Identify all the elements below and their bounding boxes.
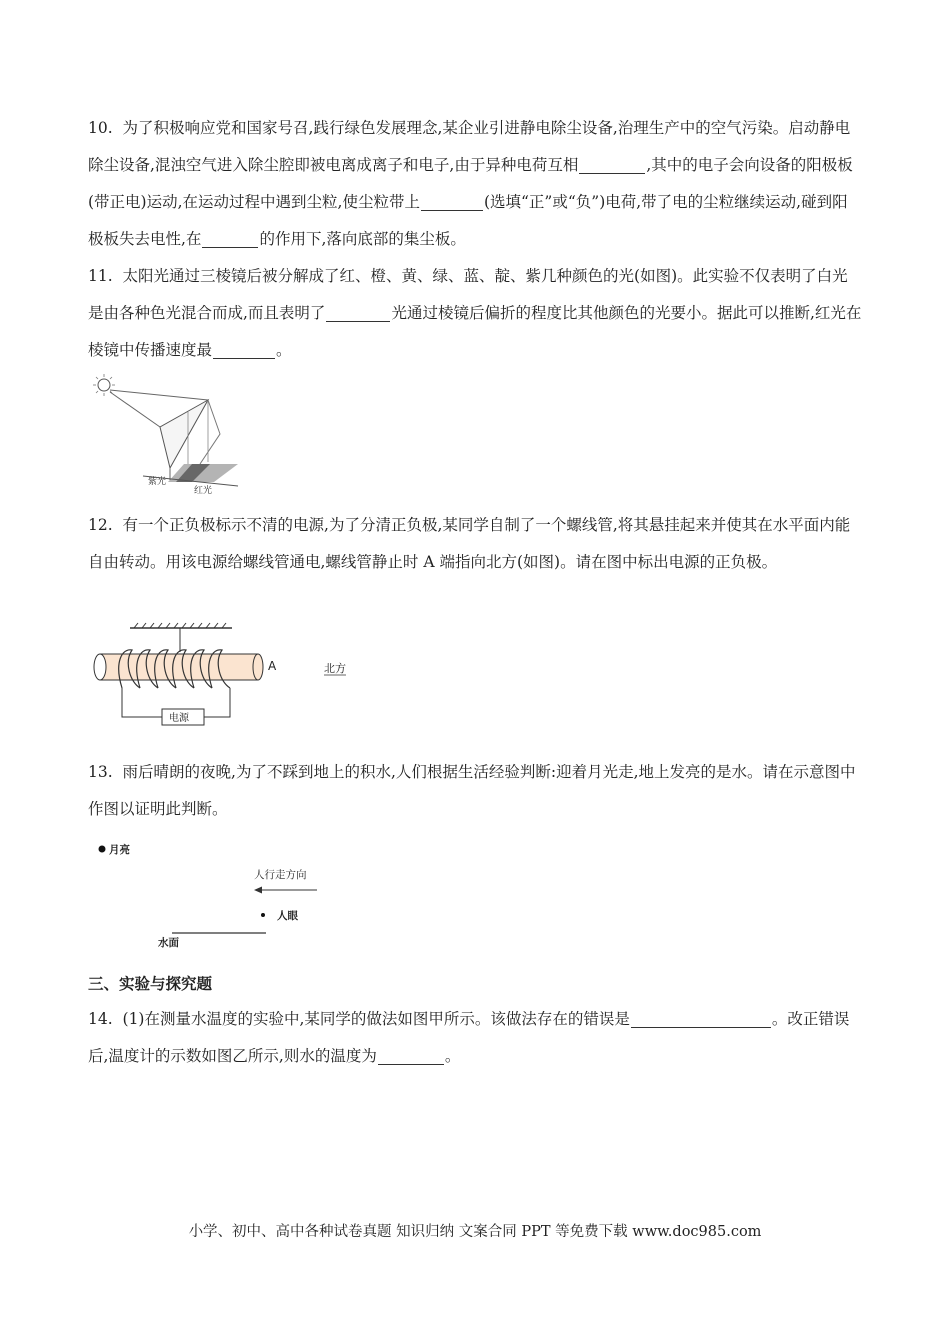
question-13	[88, 754, 863, 828]
answer-blank[interactable]	[202, 229, 258, 248]
question-number: 14.	[88, 1010, 113, 1028]
label-north: 北方	[324, 662, 346, 675]
answer-blank[interactable]	[326, 303, 390, 322]
question-text: (选填“正”或“负”)电荷,带了电的尘粒继续运动,碰到阳极板失去电性,在	[88, 193, 848, 248]
label-end-a: A	[268, 659, 277, 673]
moon-icon	[99, 846, 106, 853]
question-text: 。	[444, 1047, 461, 1065]
question-text: 有一个正负极标示不清的电源,为了分清正负极,某同学自制了一个螺线管,将其悬挂起来并使其在水平面内能自由转动。用该电源给螺线管通电,螺线管静止时 A 端指向北方(如图)。请在图中标出电源的正负极。	[88, 516, 851, 571]
section-title: 三、实验与探究题	[88, 975, 213, 993]
light-ray	[110, 390, 208, 400]
question-11	[88, 258, 863, 369]
question-12	[88, 507, 863, 581]
label-moon: 月亮	[109, 844, 130, 856]
question-number: 10.	[88, 119, 113, 137]
question-number: 11.	[88, 267, 113, 285]
label-violet: 紫光	[148, 477, 167, 487]
solenoid-figure	[92, 622, 357, 732]
label-water: 水面	[158, 937, 179, 949]
question-text: 太阳光通过三棱镜后被分解成了红、橙、黄、绿、蓝、靛、紫几种颜色的光(如图)。此实验不仅表明了白光是由各种色光混合而成,而且表明了	[88, 267, 848, 322]
question-10	[88, 110, 863, 258]
question-number: 12.	[88, 516, 113, 534]
question-text: 为了积极响应党和国家号召,践行绿色发展理念,某企业引进静电除尘设备,治理生产中的空气污染。启动静电除尘设备,混浊空气进入除尘腔即被电离成离子和电子,由于异种电荷互相	[88, 119, 851, 174]
light-ray	[110, 392, 160, 427]
question-text: (1)在测量水温度的实验中,某同学的做法如图甲所示。该做法存在的错误是	[122, 1010, 630, 1028]
label-eye: 人眼	[277, 910, 298, 922]
moon-water-figure	[92, 838, 332, 953]
label-power: 电源	[169, 713, 189, 724]
question-14	[88, 1001, 863, 1075]
question-text: ,其中的电子会向设备的阳极板(带正电)运动,在运动过程中遇到尘粒,使尘粒带上	[88, 156, 853, 211]
prism-shape	[160, 400, 208, 468]
label-red: 红光	[194, 486, 213, 496]
label-walking-direction: 人行走方向	[254, 869, 307, 881]
question-text: 。改正错误后,温度计的示数如图乙所示,则水的温度为	[88, 1010, 850, 1065]
question-number: 13.	[88, 763, 113, 781]
answer-blank[interactable]	[579, 155, 645, 174]
answer-blank[interactable]	[378, 1046, 444, 1065]
question-text: 光通过棱镜后偏折的程度比其他颜色的光要小。据此可以推断,红光在棱镜中传播速度最	[88, 304, 862, 359]
answer-blank[interactable]	[213, 340, 275, 359]
prism-figure	[88, 372, 253, 497]
question-text: 的作用下,落向底部的集尘板。	[259, 230, 466, 248]
page-footer: 小学、初中、高中各种试卷真题 知识归纳 文案合同 PPT 等免费下载 www.doc985.com	[188, 1224, 762, 1240]
eye-dot	[261, 913, 265, 917]
answer-blank[interactable]	[631, 1009, 771, 1028]
answer-blank[interactable]	[421, 192, 483, 211]
solenoid-tube	[100, 654, 258, 680]
question-text: 。	[276, 341, 292, 359]
question-text: 雨后晴朗的夜晚,为了不踩到地上的积水,人们根据生活经验判断:迎着月光走,地上发亮的是水。请在示意图中作图以证明此判断。	[88, 763, 856, 818]
